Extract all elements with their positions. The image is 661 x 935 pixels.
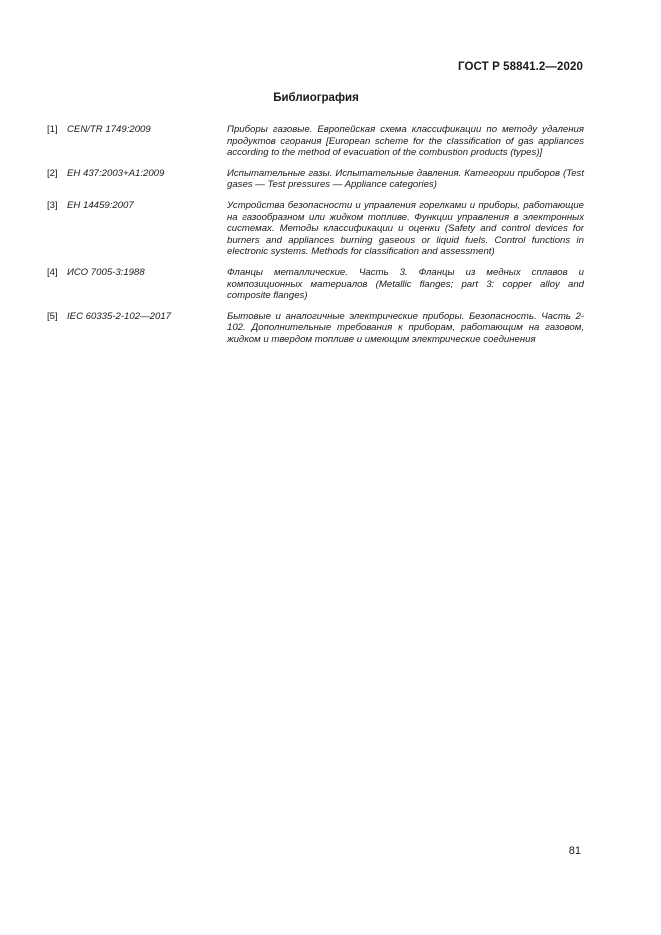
page-title: Библиография	[273, 92, 359, 104]
entry-description: Устройства безопасности и управления горелками и приборы, работающие на газообразном или жидком топливе. Функции управления в электронных системах. Методы классификации и оценки (Safety and control devices for burners and appliances burning gaseous or liquid fuels. Control functions in electronic systems. Methods for classification and assessment)	[227, 199, 584, 258]
bibliography-entry	[47, 311, 584, 346]
document-standard-header: ГОСТ Р 58841.2—2020	[458, 61, 583, 73]
entry-standard-code: ЕН 14459:2007	[67, 199, 134, 211]
entry-number: [5]	[47, 310, 58, 322]
page-number: 81	[568, 845, 581, 857]
bibliography-entry	[47, 267, 584, 302]
entry-standard-code: IEC 60335-2-102—2017	[67, 310, 172, 322]
entry-standard-code: ЕН 437:2003+А1:2009	[67, 167, 165, 179]
entry-description: Приборы газовые. Европейская схема классификации по методу удаления продуктов сгорания [European scheme for the classification of gas appliances according to the method of evacuation of the combustion products (types)]	[227, 124, 584, 159]
entry-description: Испытательные газы. Испытательные давления. Категории приборов (Test gases — Test pressures — Appliance categories)	[227, 167, 584, 191]
entry-number: [4]	[47, 266, 58, 278]
entry-number: [1]	[47, 124, 58, 135]
entry-description: Бытовые и аналогичные электрические приборы. Безопасность. Часть 2-102. Дополнительные требования к приборам, работающим на газовом, жидком и твердом топливе и имеющим электрические соединения	[227, 310, 584, 345]
bibliography-entry	[47, 124, 584, 159]
entry-number: [3]	[47, 199, 58, 211]
entry-standard-code: ИСО 7005-3:1988	[67, 266, 145, 278]
bibliography-list	[47, 124, 584, 355]
entry-standard-code: CEN/TR 1749:2009	[67, 124, 151, 135]
bibliography-entry	[47, 200, 584, 258]
entry-description: Фланцы металлические. Часть 3. Фланцы из медных сплавов и композиционных материалов (Metallic flanges; part 3: copper alloy and composite flanges)	[227, 266, 584, 302]
entry-number: [2]	[47, 167, 58, 179]
bibliography-entry	[47, 168, 584, 191]
